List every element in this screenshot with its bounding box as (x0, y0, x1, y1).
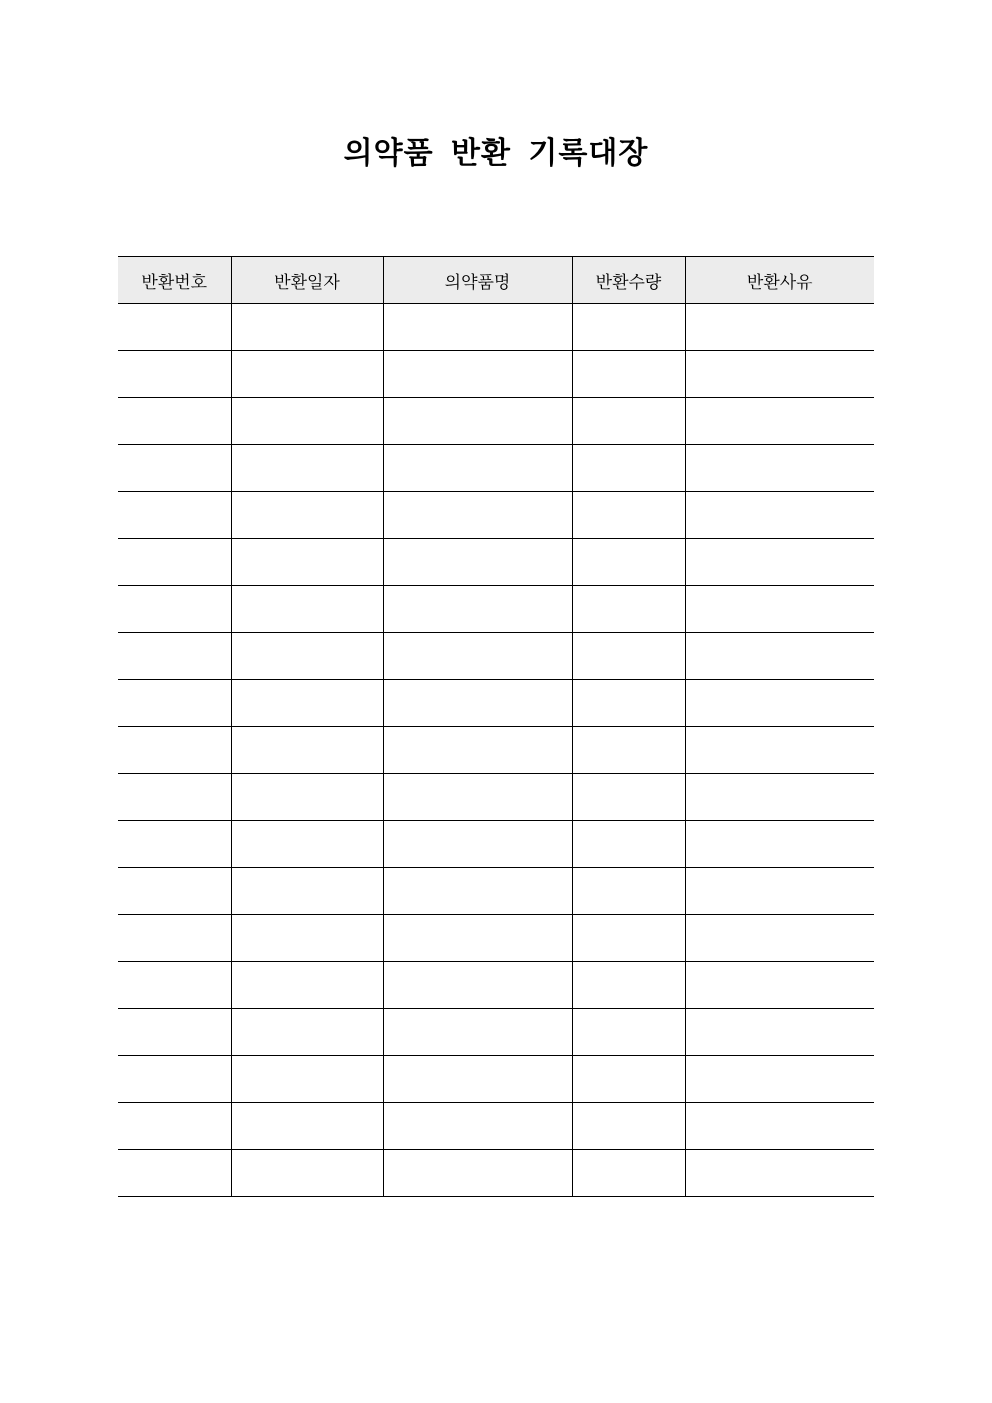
cell-return-reason[interactable] (685, 304, 874, 351)
cell-return-number[interactable] (118, 633, 231, 680)
cell-return-date[interactable] (231, 727, 383, 774)
cell-return-number[interactable] (118, 304, 231, 351)
cell-return-number[interactable] (118, 962, 231, 1009)
cell-return-number[interactable] (118, 351, 231, 398)
cell-return-reason[interactable] (685, 1103, 874, 1150)
cell-return-reason[interactable] (685, 821, 874, 868)
cell-return-reason[interactable] (685, 1009, 874, 1056)
header-return-number: 반환번호 (118, 257, 231, 304)
table-row (118, 304, 874, 351)
table-row (118, 492, 874, 539)
cell-return-reason[interactable] (685, 680, 874, 727)
cell-drug-name[interactable] (383, 492, 572, 539)
cell-return-number[interactable] (118, 821, 231, 868)
cell-return-reason[interactable] (685, 868, 874, 915)
header-drug-name: 의약품명 (383, 257, 572, 304)
cell-return-date[interactable] (231, 304, 383, 351)
cell-return-quantity[interactable] (572, 915, 685, 962)
table-row (118, 1150, 874, 1197)
cell-return-reason[interactable] (685, 915, 874, 962)
cell-drug-name[interactable] (383, 304, 572, 351)
cell-return-quantity[interactable] (572, 586, 685, 633)
cell-return-number[interactable] (118, 398, 231, 445)
cell-drug-name[interactable] (383, 821, 572, 868)
cell-drug-name[interactable] (383, 398, 572, 445)
cell-return-number[interactable] (118, 727, 231, 774)
cell-return-quantity[interactable] (572, 774, 685, 821)
table-body (118, 304, 874, 1197)
cell-return-quantity[interactable] (572, 304, 685, 351)
header-return-reason: 반환사유 (685, 257, 874, 304)
cell-return-quantity[interactable] (572, 821, 685, 868)
cell-return-number[interactable] (118, 868, 231, 915)
cell-drug-name[interactable] (383, 868, 572, 915)
cell-return-date[interactable] (231, 821, 383, 868)
cell-return-quantity[interactable] (572, 680, 685, 727)
cell-return-reason[interactable] (685, 727, 874, 774)
header-row (118, 257, 874, 304)
cell-return-quantity[interactable] (572, 868, 685, 915)
cell-drug-name[interactable] (383, 680, 572, 727)
cell-return-reason[interactable] (685, 774, 874, 821)
cell-return-date[interactable] (231, 586, 383, 633)
cell-return-quantity[interactable] (572, 398, 685, 445)
cell-return-date[interactable] (231, 633, 383, 680)
cell-drug-name[interactable] (383, 1103, 572, 1150)
cell-return-reason[interactable] (685, 633, 874, 680)
cell-return-number[interactable] (118, 1056, 231, 1103)
cell-return-date[interactable] (231, 962, 383, 1009)
cell-return-quantity[interactable] (572, 1150, 685, 1197)
cell-return-date[interactable] (231, 1150, 383, 1197)
cell-return-reason[interactable] (685, 586, 874, 633)
cell-return-quantity[interactable] (572, 727, 685, 774)
header-return-date: 반환일자 (231, 257, 383, 304)
cell-return-reason[interactable] (685, 1150, 874, 1197)
cell-return-quantity[interactable] (572, 539, 685, 586)
cell-return-number[interactable] (118, 492, 231, 539)
cell-drug-name[interactable] (383, 539, 572, 586)
cell-drug-name[interactable] (383, 962, 572, 1009)
table-row (118, 1056, 874, 1103)
table-row (118, 633, 874, 680)
table-row (118, 1009, 874, 1056)
cell-return-date[interactable] (231, 680, 383, 727)
page-title: 의약품 반환 기록대장 (343, 136, 649, 171)
header-return-quantity: 반환수량 (572, 257, 685, 304)
cell-drug-name[interactable] (383, 1150, 572, 1197)
cell-return-date[interactable] (231, 492, 383, 539)
return-ledger-table (118, 256, 874, 1197)
table-row (118, 351, 874, 398)
cell-return-number[interactable] (118, 1150, 231, 1197)
cell-drug-name[interactable] (383, 586, 572, 633)
cell-return-quantity[interactable] (572, 962, 685, 1009)
cell-return-quantity[interactable] (572, 1103, 685, 1150)
cell-return-date[interactable] (231, 539, 383, 586)
cell-return-quantity[interactable] (572, 1056, 685, 1103)
cell-return-date[interactable] (231, 774, 383, 821)
cell-return-reason[interactable] (685, 351, 874, 398)
cell-return-date[interactable] (231, 868, 383, 915)
table-row (118, 962, 874, 1009)
cell-return-date[interactable] (231, 1103, 383, 1150)
table-row (118, 680, 874, 727)
cell-return-number[interactable] (118, 586, 231, 633)
cell-return-quantity[interactable] (572, 633, 685, 680)
table-row (118, 1103, 874, 1150)
cell-return-reason[interactable] (685, 398, 874, 445)
cell-return-quantity[interactable] (572, 351, 685, 398)
cell-drug-name[interactable] (383, 351, 572, 398)
cell-return-quantity[interactable] (572, 445, 685, 492)
cell-return-number[interactable] (118, 915, 231, 962)
cell-return-number[interactable] (118, 445, 231, 492)
cell-return-date[interactable] (231, 351, 383, 398)
table-row (118, 821, 874, 868)
table-row (118, 774, 874, 821)
cell-return-reason[interactable] (685, 445, 874, 492)
cell-drug-name[interactable] (383, 633, 572, 680)
cell-drug-name[interactable] (383, 915, 572, 962)
table-row (118, 539, 874, 586)
cell-return-number[interactable] (118, 1009, 231, 1056)
cell-return-quantity[interactable] (572, 1009, 685, 1056)
cell-drug-name[interactable] (383, 774, 572, 821)
cell-drug-name[interactable] (383, 1056, 572, 1103)
table-row (118, 915, 874, 962)
cell-drug-name[interactable] (383, 445, 572, 492)
cell-return-date[interactable] (231, 915, 383, 962)
table-row (118, 445, 874, 492)
cell-return-date[interactable] (231, 1009, 383, 1056)
cell-return-reason[interactable] (685, 1056, 874, 1103)
cell-return-reason[interactable] (685, 492, 874, 539)
table-row (118, 398, 874, 445)
table-row (118, 586, 874, 633)
cell-return-reason[interactable] (685, 962, 874, 1009)
cell-return-date[interactable] (231, 398, 383, 445)
cell-return-date[interactable] (231, 1056, 383, 1103)
cell-return-number[interactable] (118, 539, 231, 586)
cell-drug-name[interactable] (383, 1009, 572, 1056)
cell-return-number[interactable] (118, 1103, 231, 1150)
table-row (118, 727, 874, 774)
cell-return-number[interactable] (118, 680, 231, 727)
cell-return-quantity[interactable] (572, 492, 685, 539)
cell-return-date[interactable] (231, 445, 383, 492)
table-row (118, 868, 874, 915)
cell-drug-name[interactable] (383, 727, 572, 774)
cell-return-number[interactable] (118, 774, 231, 821)
cell-return-reason[interactable] (685, 539, 874, 586)
